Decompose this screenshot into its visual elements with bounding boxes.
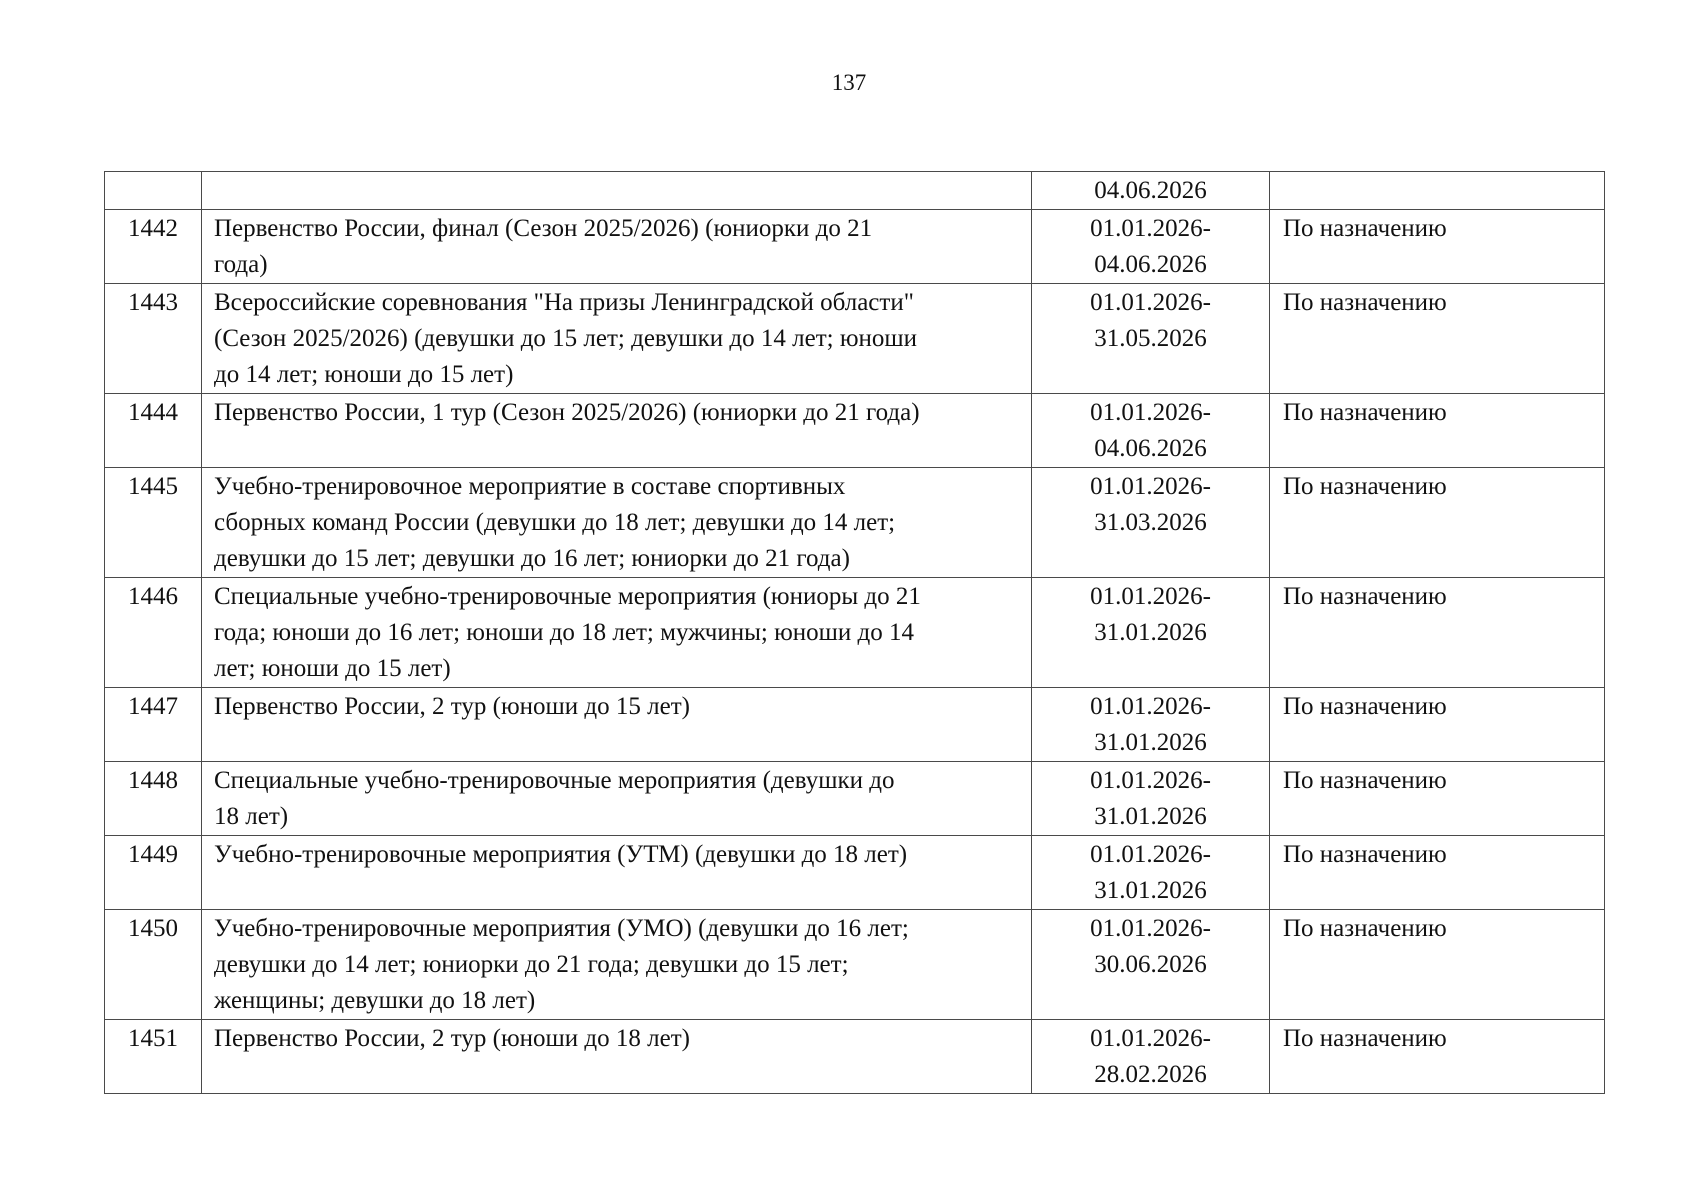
event-name-cell <box>202 210 1032 284</box>
event-name-cell <box>202 578 1032 688</box>
event-date-end: 28.02.2026 <box>1094 1061 1207 1088</box>
event-number-cell: 1451 <box>105 1020 202 1094</box>
table-row <box>105 762 1605 836</box>
event-dates-cell <box>1032 210 1270 284</box>
event-number-cell: 1442 <box>105 210 202 284</box>
event-date-end: 04.06.2026 <box>1094 251 1207 278</box>
event-name-line: женщины; девушки до 18 лет) <box>214 987 536 1014</box>
event-place-cell: По назначению <box>1270 468 1605 578</box>
event-number-cell: 1444 <box>105 394 202 468</box>
event-name-cell <box>202 468 1032 578</box>
event-number-cell: 1449 <box>105 836 202 910</box>
event-date-end: 31.01.2026 <box>1094 619 1207 646</box>
event-name-cell <box>202 172 1032 210</box>
event-date-end: 31.01.2026 <box>1094 877 1207 904</box>
event-name-cell <box>202 688 1032 762</box>
table-row <box>105 910 1605 1020</box>
event-date-start: 01.01.2026- <box>1090 841 1211 868</box>
event-name-line: сборных команд России (девушки до 18 лет; девушки до 14 лет; <box>214 509 896 536</box>
event-name-line: Всероссийские соревнования "На призы Ленинградской области" <box>214 289 914 316</box>
event-place-cell: По назначению <box>1270 210 1605 284</box>
event-place-cell: По назначению <box>1270 836 1605 910</box>
table-row <box>105 210 1605 284</box>
event-date-end: 04.06.2026 <box>1094 177 1207 204</box>
event-dates-cell <box>1032 688 1270 762</box>
event-number-cell: 1446 <box>105 578 202 688</box>
event-date-start: 01.01.2026- <box>1090 289 1211 316</box>
event-place-cell: По назначению <box>1270 284 1605 394</box>
event-dates-cell <box>1032 578 1270 688</box>
event-name-line: девушки до 15 лет; девушки до 16 лет; юниорки до 21 года) <box>214 545 850 572</box>
table-row-continuation <box>105 172 1605 210</box>
event-dates-cell <box>1032 394 1270 468</box>
event-name-line: года) <box>214 251 268 278</box>
event-name-line: (Сезон 2025/2026) (девушки до 15 лет; девушки до 14 лет; юноши <box>214 325 918 352</box>
event-name-line: Учебно-тренировочные мероприятия (УТМ) (девушки до 18 лет) <box>214 841 908 868</box>
event-number-cell: 1443 <box>105 284 202 394</box>
event-date-end: 30.06.2026 <box>1094 951 1207 978</box>
event-dates-cell <box>1032 172 1270 210</box>
table-row <box>105 1020 1605 1094</box>
event-number-cell: 1450 <box>105 910 202 1020</box>
event-name-line: девушки до 14 лет; юниорки до 21 года; девушки до 15 лет; <box>214 951 849 978</box>
table-row <box>105 578 1605 688</box>
event-name-line: Учебно-тренировочное мероприятие в составе спортивных <box>214 473 846 500</box>
event-name-line: Первенство России, 2 тур (юноши до 18 лет) <box>214 1025 690 1052</box>
events-table <box>104 171 1605 1094</box>
event-dates-cell <box>1032 836 1270 910</box>
event-date-start: 01.01.2026- <box>1090 915 1211 942</box>
event-place-cell <box>1270 172 1605 210</box>
event-name-line: Специальные учебно-тренировочные мероприятия (юниоры до 21 <box>214 583 921 610</box>
event-date-end: 31.01.2026 <box>1094 729 1207 756</box>
event-name-line: 18 лет) <box>214 803 289 830</box>
event-name-cell <box>202 910 1032 1020</box>
event-date-end: 31.05.2026 <box>1094 325 1207 352</box>
event-date-end: 04.06.2026 <box>1094 435 1207 462</box>
event-number-cell <box>105 172 202 210</box>
event-dates-cell <box>1032 1020 1270 1094</box>
event-place-cell: По назначению <box>1270 762 1605 836</box>
table-row <box>105 394 1605 468</box>
table-row <box>105 688 1605 762</box>
event-place-cell: По назначению <box>1270 1020 1605 1094</box>
event-name-line: лет; юноши до 15 лет) <box>214 655 451 682</box>
event-name-cell <box>202 762 1032 836</box>
event-date-end: 31.01.2026 <box>1094 803 1207 830</box>
event-date-start: 01.01.2026- <box>1090 215 1211 242</box>
event-date-start: 01.01.2026- <box>1090 1025 1211 1052</box>
event-place-cell: По назначению <box>1270 688 1605 762</box>
event-name-line: Учебно-тренировочные мероприятия (УМО) (девушки до 16 лет; <box>214 915 909 942</box>
event-name-cell <box>202 1020 1032 1094</box>
event-date-start: 01.01.2026- <box>1090 583 1211 610</box>
event-name-cell <box>202 394 1032 468</box>
event-date-start: 01.01.2026- <box>1090 767 1211 794</box>
event-dates-cell <box>1032 468 1270 578</box>
event-date-start: 01.01.2026- <box>1090 399 1211 426</box>
event-name-cell <box>202 284 1032 394</box>
event-name-line: Первенство России, 1 тур (Сезон 2025/2026) (юниорки до 21 года) <box>214 399 920 426</box>
event-date-end: 31.03.2026 <box>1094 509 1207 536</box>
event-place-cell: По назначению <box>1270 910 1605 1020</box>
event-date-start: 01.01.2026- <box>1090 693 1211 720</box>
event-dates-cell <box>1032 762 1270 836</box>
event-name-line: Первенство России, финал (Сезон 2025/2026) (юниорки до 21 <box>214 215 873 242</box>
event-date-start: 01.01.2026- <box>1090 473 1211 500</box>
table-row <box>105 836 1605 910</box>
event-place-cell: По назначению <box>1270 578 1605 688</box>
table-row <box>105 284 1605 394</box>
table-row <box>105 468 1605 578</box>
event-number-cell: 1445 <box>105 468 202 578</box>
event-name-cell <box>202 836 1032 910</box>
event-dates-cell <box>1032 284 1270 394</box>
event-dates-cell <box>1032 910 1270 1020</box>
event-name-line: до 14 лет; юноши до 15 лет) <box>214 361 514 388</box>
event-name-line: года; юноши до 16 лет; юноши до 18 лет; мужчины; юноши до 14 <box>214 619 914 646</box>
event-name-line: Специальные учебно-тренировочные мероприятия (девушки до <box>214 767 895 794</box>
event-name-line: Первенство России, 2 тур (юноши до 15 лет) <box>214 693 690 720</box>
page-number: 137 <box>831 70 867 95</box>
event-number-cell: 1448 <box>105 762 202 836</box>
event-place-cell: По назначению <box>1270 394 1605 468</box>
event-number-cell: 1447 <box>105 688 202 762</box>
